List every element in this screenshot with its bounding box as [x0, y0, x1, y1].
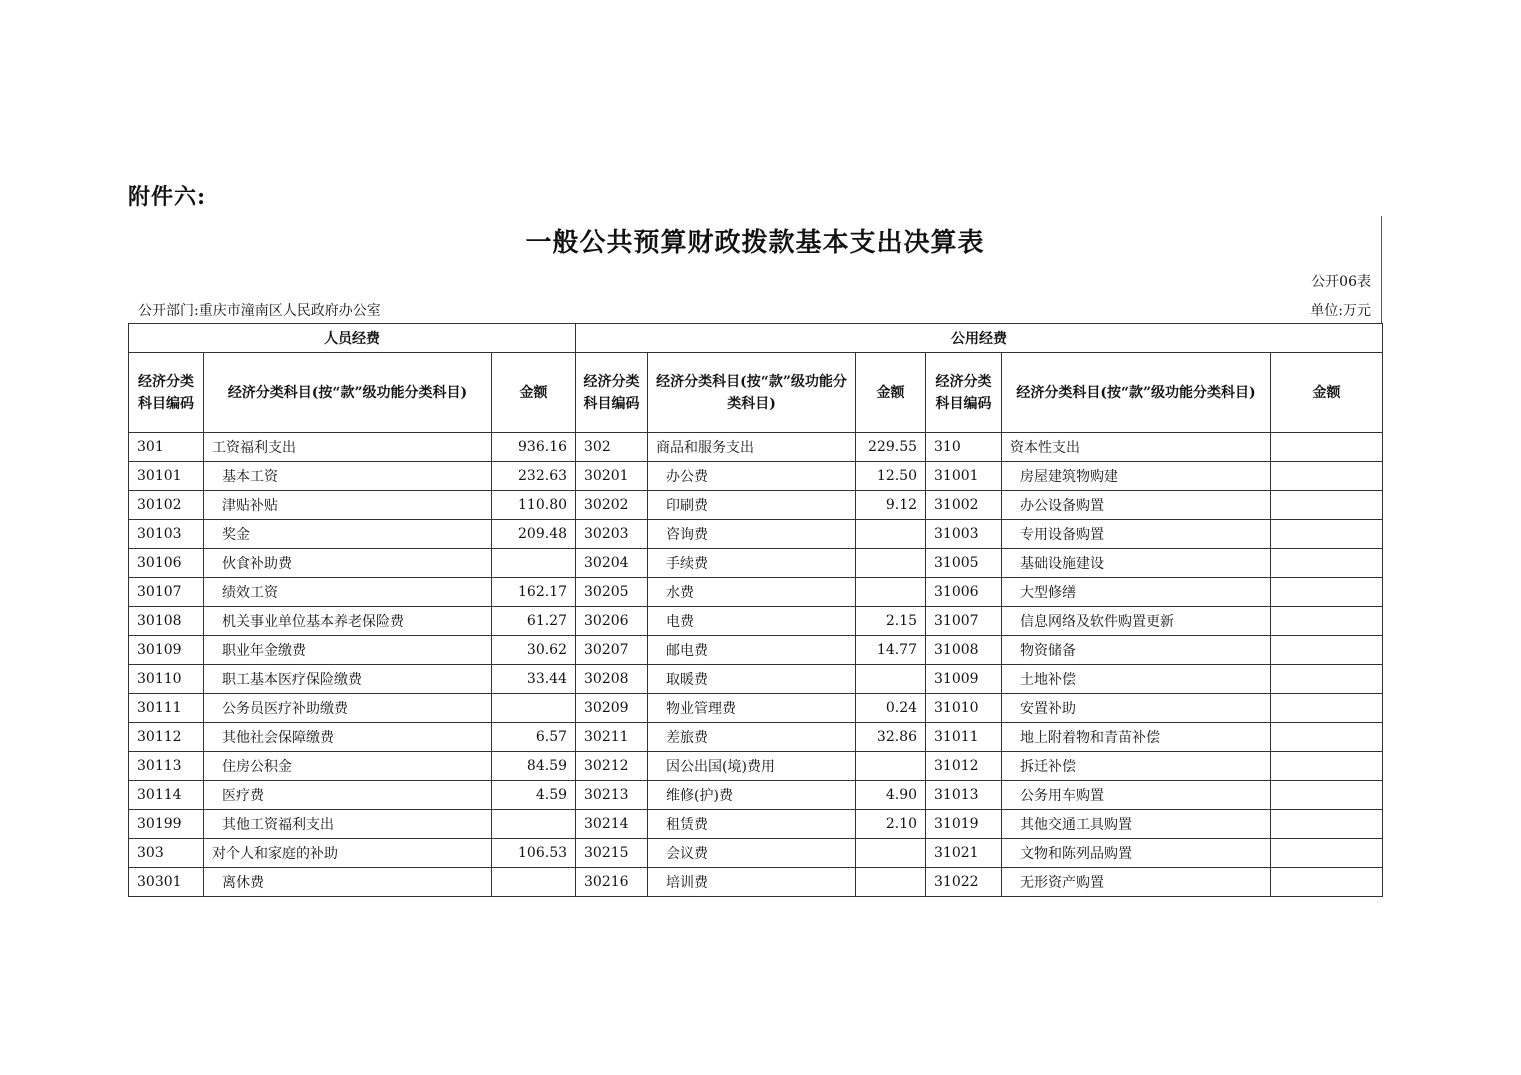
- cell-name-mid: 商品和服务支出: [648, 433, 856, 462]
- header-name-mid: 经济分类科目(按“款”级功能分类科目): [648, 353, 856, 433]
- cell-code-left: 30112: [129, 723, 204, 752]
- cell-amount-mid: 229.55: [856, 433, 926, 462]
- expenditure-table: [128, 323, 1383, 897]
- cell-name-left: 基本工资: [204, 462, 492, 491]
- table-row: [129, 549, 1383, 578]
- cell-amount-left: 209.48: [492, 520, 576, 549]
- cell-amount-right: [1271, 549, 1383, 578]
- cell-amount-mid: 14.77: [856, 636, 926, 665]
- header-name-left: 经济分类科目(按“款”级功能分类科目): [204, 353, 492, 433]
- cell-name-mid: 印刷费: [648, 491, 856, 520]
- cell-amount-mid: 0.24: [856, 694, 926, 723]
- cell-code-left: 30113: [129, 752, 204, 781]
- cell-code-right: 31012: [926, 752, 1002, 781]
- cell-code-left: 30111: [129, 694, 204, 723]
- cell-code-right: 31008: [926, 636, 1002, 665]
- cell-code-mid: 30212: [576, 752, 648, 781]
- cell-code-right: 31022: [926, 868, 1002, 897]
- cell-name-right: 房屋建筑物购建: [1002, 462, 1271, 491]
- cell-name-right: 办公设备购置: [1002, 491, 1271, 520]
- cell-code-right: 31009: [926, 665, 1002, 694]
- attachment-label: 附件六:: [128, 184, 207, 210]
- cell-name-mid: 租赁费: [648, 810, 856, 839]
- cell-name-left: 机关事业单位基本养老保险费: [204, 607, 492, 636]
- cell-code-left: 30106: [129, 549, 204, 578]
- table-row: [129, 520, 1383, 549]
- cell-amount-left: [492, 810, 576, 839]
- cell-code-right: 31001: [926, 462, 1002, 491]
- cell-code-left: 30199: [129, 810, 204, 839]
- cell-name-mid: 电费: [648, 607, 856, 636]
- cell-name-left: 工资福利支出: [204, 433, 492, 462]
- cell-code-mid: 30206: [576, 607, 648, 636]
- cell-amount-mid: 2.10: [856, 810, 926, 839]
- cell-code-right: 31002: [926, 491, 1002, 520]
- cell-amount-left: 84.59: [492, 752, 576, 781]
- cell-code-mid: 30204: [576, 549, 648, 578]
- cell-amount-right: [1271, 868, 1383, 897]
- cell-name-left: 其他工资福利支出: [204, 810, 492, 839]
- cell-amount-left: 33.44: [492, 665, 576, 694]
- cell-amount-left: 30.62: [492, 636, 576, 665]
- cell-amount-mid: 32.86: [856, 723, 926, 752]
- cell-code-mid: 30208: [576, 665, 648, 694]
- cell-code-left: 30101: [129, 462, 204, 491]
- header-amount-mid: 金额: [856, 353, 926, 433]
- cell-code-mid: 30211: [576, 723, 648, 752]
- cell-name-left: 伙食补助费: [204, 549, 492, 578]
- cell-amount-right: [1271, 694, 1383, 723]
- cell-name-left: 对个人和家庭的补助: [204, 839, 492, 868]
- cell-name-left: 公务员医疗补助缴费: [204, 694, 492, 723]
- cell-amount-right: [1271, 636, 1383, 665]
- cell-name-right: 土地补偿: [1002, 665, 1271, 694]
- cell-amount-right: [1271, 433, 1383, 462]
- cell-code-right: 31003: [926, 520, 1002, 549]
- cell-name-right: 拆迁补偿: [1002, 752, 1271, 781]
- table-row: [129, 839, 1383, 868]
- cell-code-left: 30107: [129, 578, 204, 607]
- form-number: 公开06表: [1311, 274, 1371, 290]
- cell-amount-left: 232.63: [492, 462, 576, 491]
- group-personnel: 人员经费: [129, 324, 576, 353]
- cell-amount-right: [1271, 578, 1383, 607]
- cell-code-mid: 30214: [576, 810, 648, 839]
- table-row: [129, 868, 1383, 897]
- table-row: [129, 491, 1383, 520]
- cell-code-mid: 30202: [576, 491, 648, 520]
- page-title: 一般公共预算财政拨款基本支出决算表: [525, 228, 985, 258]
- cell-name-right: 文物和陈列品购置: [1002, 839, 1271, 868]
- cell-amount-mid: 4.90: [856, 781, 926, 810]
- header-amount-right: 金额: [1271, 353, 1383, 433]
- cell-amount-left: 6.57: [492, 723, 576, 752]
- cell-code-left: 30114: [129, 781, 204, 810]
- table-row: [129, 636, 1383, 665]
- cell-code-left: 30102: [129, 491, 204, 520]
- cell-code-left: 303: [129, 839, 204, 868]
- cell-name-right: 其他交通工具购置: [1002, 810, 1271, 839]
- table-row: [129, 810, 1383, 839]
- cell-amount-right: [1271, 665, 1383, 694]
- cell-code-mid: 302: [576, 433, 648, 462]
- cell-amount-right: [1271, 781, 1383, 810]
- cell-name-left: 离休费: [204, 868, 492, 897]
- cell-name-mid: 手续费: [648, 549, 856, 578]
- cell-name-left: 住房公积金: [204, 752, 492, 781]
- cell-amount-right: [1271, 810, 1383, 839]
- table-row: [129, 694, 1383, 723]
- cell-code-mid: 30203: [576, 520, 648, 549]
- cell-amount-left: [492, 549, 576, 578]
- unit-label: 单位:万元: [1310, 303, 1371, 319]
- cell-amount-mid: [856, 578, 926, 607]
- table-row: [129, 607, 1383, 636]
- cell-code-mid: 30201: [576, 462, 648, 491]
- cell-code-left: 30109: [129, 636, 204, 665]
- cell-name-mid: 邮电费: [648, 636, 856, 665]
- table-row: [129, 723, 1383, 752]
- cell-code-right: 31019: [926, 810, 1002, 839]
- cell-amount-right: [1271, 462, 1383, 491]
- table-row: [129, 433, 1383, 462]
- cell-code-left: 30110: [129, 665, 204, 694]
- table-row: [129, 781, 1383, 810]
- cell-name-right: 大型修缮: [1002, 578, 1271, 607]
- cell-amount-left: 162.17: [492, 578, 576, 607]
- cell-name-right: 物资储备: [1002, 636, 1271, 665]
- cell-amount-mid: 9.12: [856, 491, 926, 520]
- cell-amount-right: [1271, 752, 1383, 781]
- cell-name-mid: 差旅费: [648, 723, 856, 752]
- cell-code-right: 31007: [926, 607, 1002, 636]
- cell-code-right: 31021: [926, 839, 1002, 868]
- cell-name-mid: 取暖费: [648, 665, 856, 694]
- table-row: [129, 752, 1383, 781]
- cell-name-right: 专用设备购置: [1002, 520, 1271, 549]
- cell-name-left: 职业年金缴费: [204, 636, 492, 665]
- cell-amount-right: [1271, 723, 1383, 752]
- cell-name-mid: 维修(护)费: [648, 781, 856, 810]
- cell-name-mid: 物业管理费: [648, 694, 856, 723]
- cell-amount-mid: [856, 839, 926, 868]
- header-code-right: 经济分类科目编码: [926, 353, 1002, 433]
- department-label: 公开部门:重庆市潼南区人民政府办公室: [138, 303, 381, 319]
- cell-amount-mid: [856, 549, 926, 578]
- header-name-right: 经济分类科目(按“款”级功能分类科目): [1002, 353, 1271, 433]
- cell-name-mid: 水费: [648, 578, 856, 607]
- cell-code-mid: 30213: [576, 781, 648, 810]
- cell-name-left: 职工基本医疗保险缴费: [204, 665, 492, 694]
- cell-amount-mid: [856, 752, 926, 781]
- cell-name-mid: 培训费: [648, 868, 856, 897]
- cell-name-mid: 咨询费: [648, 520, 856, 549]
- cell-amount-mid: [856, 665, 926, 694]
- cell-amount-mid: [856, 520, 926, 549]
- column-header-row: [129, 353, 1383, 433]
- cell-code-left: 30301: [129, 868, 204, 897]
- header-code-left: 经济分类科目编码: [129, 353, 204, 433]
- cell-name-left: 其他社会保障缴费: [204, 723, 492, 752]
- cell-amount-right: [1271, 491, 1383, 520]
- cell-amount-right: [1271, 607, 1383, 636]
- cell-code-mid: 30216: [576, 868, 648, 897]
- cell-code-left: 301: [129, 433, 204, 462]
- group-header-row: [129, 324, 1383, 353]
- cell-name-left: 绩效工资: [204, 578, 492, 607]
- cell-code-mid: 30209: [576, 694, 648, 723]
- cell-name-right: 无形资产购置: [1002, 868, 1271, 897]
- cell-name-right: 信息网络及软件购置更新: [1002, 607, 1271, 636]
- cell-code-right: 31011: [926, 723, 1002, 752]
- cell-name-right: 地上附着物和青苗补偿: [1002, 723, 1271, 752]
- cell-code-mid: 30207: [576, 636, 648, 665]
- cell-name-right: 资本性支出: [1002, 433, 1271, 462]
- cell-code-right: 310: [926, 433, 1002, 462]
- cell-amount-mid: 12.50: [856, 462, 926, 491]
- header-amount-left: 金额: [492, 353, 576, 433]
- cell-amount-left: 106.53: [492, 839, 576, 868]
- table-row: [129, 462, 1383, 491]
- cell-code-left: 30103: [129, 520, 204, 549]
- cell-amount-mid: [856, 868, 926, 897]
- cell-code-mid: 30205: [576, 578, 648, 607]
- cell-name-right: 公务用车购置: [1002, 781, 1271, 810]
- cell-name-mid: 会议费: [648, 839, 856, 868]
- cell-code-right: 31006: [926, 578, 1002, 607]
- cell-name-mid: 因公出国(境)费用: [648, 752, 856, 781]
- table-row: [129, 665, 1383, 694]
- cell-code-mid: 30215: [576, 839, 648, 868]
- table-row: [129, 578, 1383, 607]
- cell-amount-left: [492, 868, 576, 897]
- cell-code-right: 31005: [926, 549, 1002, 578]
- cell-amount-right: [1271, 839, 1383, 868]
- cell-name-left: 医疗费: [204, 781, 492, 810]
- cell-amount-left: 4.59: [492, 781, 576, 810]
- cell-name-right: 基础设施建设: [1002, 549, 1271, 578]
- group-public: 公用经费: [576, 324, 1383, 353]
- cell-amount-right: [1271, 520, 1383, 549]
- header-code-mid: 经济分类科目编码: [576, 353, 648, 433]
- cell-code-right: 31010: [926, 694, 1002, 723]
- cell-amount-mid: 2.15: [856, 607, 926, 636]
- cell-amount-left: 936.16: [492, 433, 576, 462]
- cell-amount-left: 61.27: [492, 607, 576, 636]
- cell-name-right: 安置补助: [1002, 694, 1271, 723]
- cell-code-right: 31013: [926, 781, 1002, 810]
- cell-amount-left: 110.80: [492, 491, 576, 520]
- cell-name-left: 奖金: [204, 520, 492, 549]
- cell-name-left: 津贴补贴: [204, 491, 492, 520]
- cell-amount-left: [492, 694, 576, 723]
- cell-code-left: 30108: [129, 607, 204, 636]
- cell-name-mid: 办公费: [648, 462, 856, 491]
